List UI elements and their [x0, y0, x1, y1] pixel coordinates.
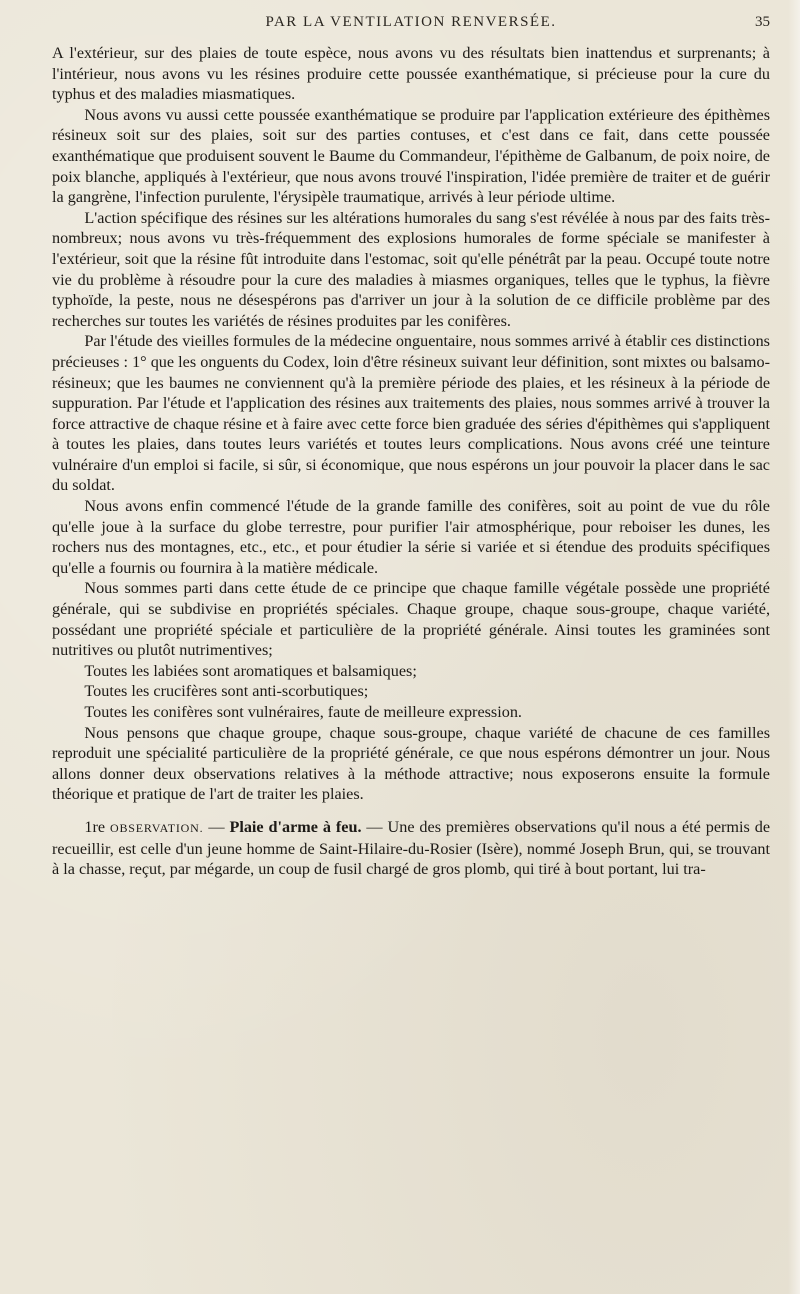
- page-number: 35: [755, 14, 770, 30]
- paragraph: Nous avons enfin commencé l'étude de la grande famille des conifères, soit au point de vue du rôle qu'elle joue à la surface du globe terrestre, pour purifier l'air atmosphérique, pour reboiser les dunes, les rochers nus des montagnes, etc., etc., et pour étudier la série si variée et si étendue des produits spécifiques qu'elle a fournis ou fournira à la matière médicale.: [52, 497, 770, 577]
- observation-title: Plaie d'arme à feu.: [229, 817, 362, 836]
- paragraph: Toutes les crucifères sont anti-scorbutiques;: [84, 682, 369, 701]
- observation-text: — Une des premières observations qu'il nous a été permis de recueillir, est celle d'un jeune homme de Saint-Hilaire-du-Rosier (Isère), nommé Joseph Brun, qui, se trouvant à la chasse, reçut, par mégarde, un coup de fusil chargé de gros plomb, qui tiré à bout portant, lui tra-: [52, 817, 771, 879]
- page-edge: [788, 0, 800, 1294]
- observation-label: OBSERVATION.: [109, 820, 204, 835]
- running-title: PAR LA VENTILATION RENVERSÉE.: [265, 14, 557, 30]
- paragraph: A l'extérieur, sur des plaies de toute espèce, nous avons vu des résultats bien inattendus et surprenants; à l'intérieur, nous avons vu les résines produire cette poussée exanthématique, si précieuse pour la cure du typhus et des maladies miasmatiques.: [52, 44, 770, 104]
- paragraph: Par l'étude des vieilles formules de la médecine onguentaire, nous sommes arrivé à établir ces distinctions précieuses : 1° que les onguents du Codex, loin d'être résineux suivant leur définition, sont mixtes ou balsamo-résineux; que les baumes ne conviennent qu'à la première période des plaies, et les résineux à la période de suppuration. Par l'étude et l'application des résines aux traitements des plaies, nous sommes arrivé à trouver la force attractive de chaque résine et à faire avec cette force bien graduée des séries d'épithèmes qui s'appliquent à toutes les plaies, dans toutes leurs variétés et toutes leurs complications. Nous avons créé une teinture vulnéraire d'un emploi si facile, si sûr, si économique, que nous espérons un jour pouvoir la placer dans le sac du soldat.: [52, 332, 770, 495]
- observation-number: 1re: [84, 817, 106, 836]
- paragraph: Toutes les conifères sont vulnéraires, faute de meilleure expression.: [84, 703, 522, 721]
- paragraph: Nous avons vu aussi cette poussée exanthématique se produire par l'application extérieure des épithèmes résineux soit sur des plaies, soit sur des parties contuses, et c'est dans ce fait, dans cette poussée exanthématique que produisent souvent le Baume du Commandeur, l'épithème de Galbanum, de poix noire, de poix blanche, appliqués à l'extérieur, que nous avons trouvé l'inspiration, l'idée première de traiter et de guérir la gangrène, l'infection purulente, l'érysipèle traumatique, arrivés à leur période ultime.: [52, 105, 770, 207]
- running-head: [52, 14, 770, 40]
- paragraph: Nous pensons que chaque groupe, chaque sous-groupe, chaque variété de chacune de ces familles reproduit une spécialité particulière de la propriété générale, ce que nous espérons démontrer un jour. Nous allons donner deux observations relatives à la méthode attractive; nous exposerons ensuite la formule théorique et pratique de l'art de traiter les plaies.: [52, 723, 770, 804]
- observation-dash: —: [203, 817, 230, 836]
- paragraph: Nous sommes parti dans cette étude de ce principe que chaque famille végétale possède une propriété générale, qui se subdivise en propriétés spéciales. Chaque groupe, chaque sous-groupe, chaque variété, possédant une propriété spéciale et particulière de la propriété générale. Ainsi toutes les graminées sont nutritives ou plutôt nutrimentives;: [52, 579, 770, 660]
- body-text: [52, 43, 770, 880]
- paragraph: L'action spécifique des résines sur les altérations humorales du sang s'est révélée à nous par des faits très-nombreux; nous avons vu très-fréquemment des explosions humorales de forme spéciale se manifester à l'extérieur, soit que la résine fût introduite dans l'estomac, soit qu'elle pénétrât par la peau. Occupé toute notre vie du problème à résoudre pour la cure des maladies à miasmes organiques, telles que le typhus, la fièvre typhoïde, la peste, nous ne désespérons pas d'arriver un jour à la solution de ce difficile problème par des recherches sur toutes les variétés de résines produites par les conifères.: [52, 208, 770, 330]
- observation-paragraph: [52, 817, 770, 880]
- paragraph: Toutes les labiées sont aromatiques et balsamiques;: [84, 661, 417, 680]
